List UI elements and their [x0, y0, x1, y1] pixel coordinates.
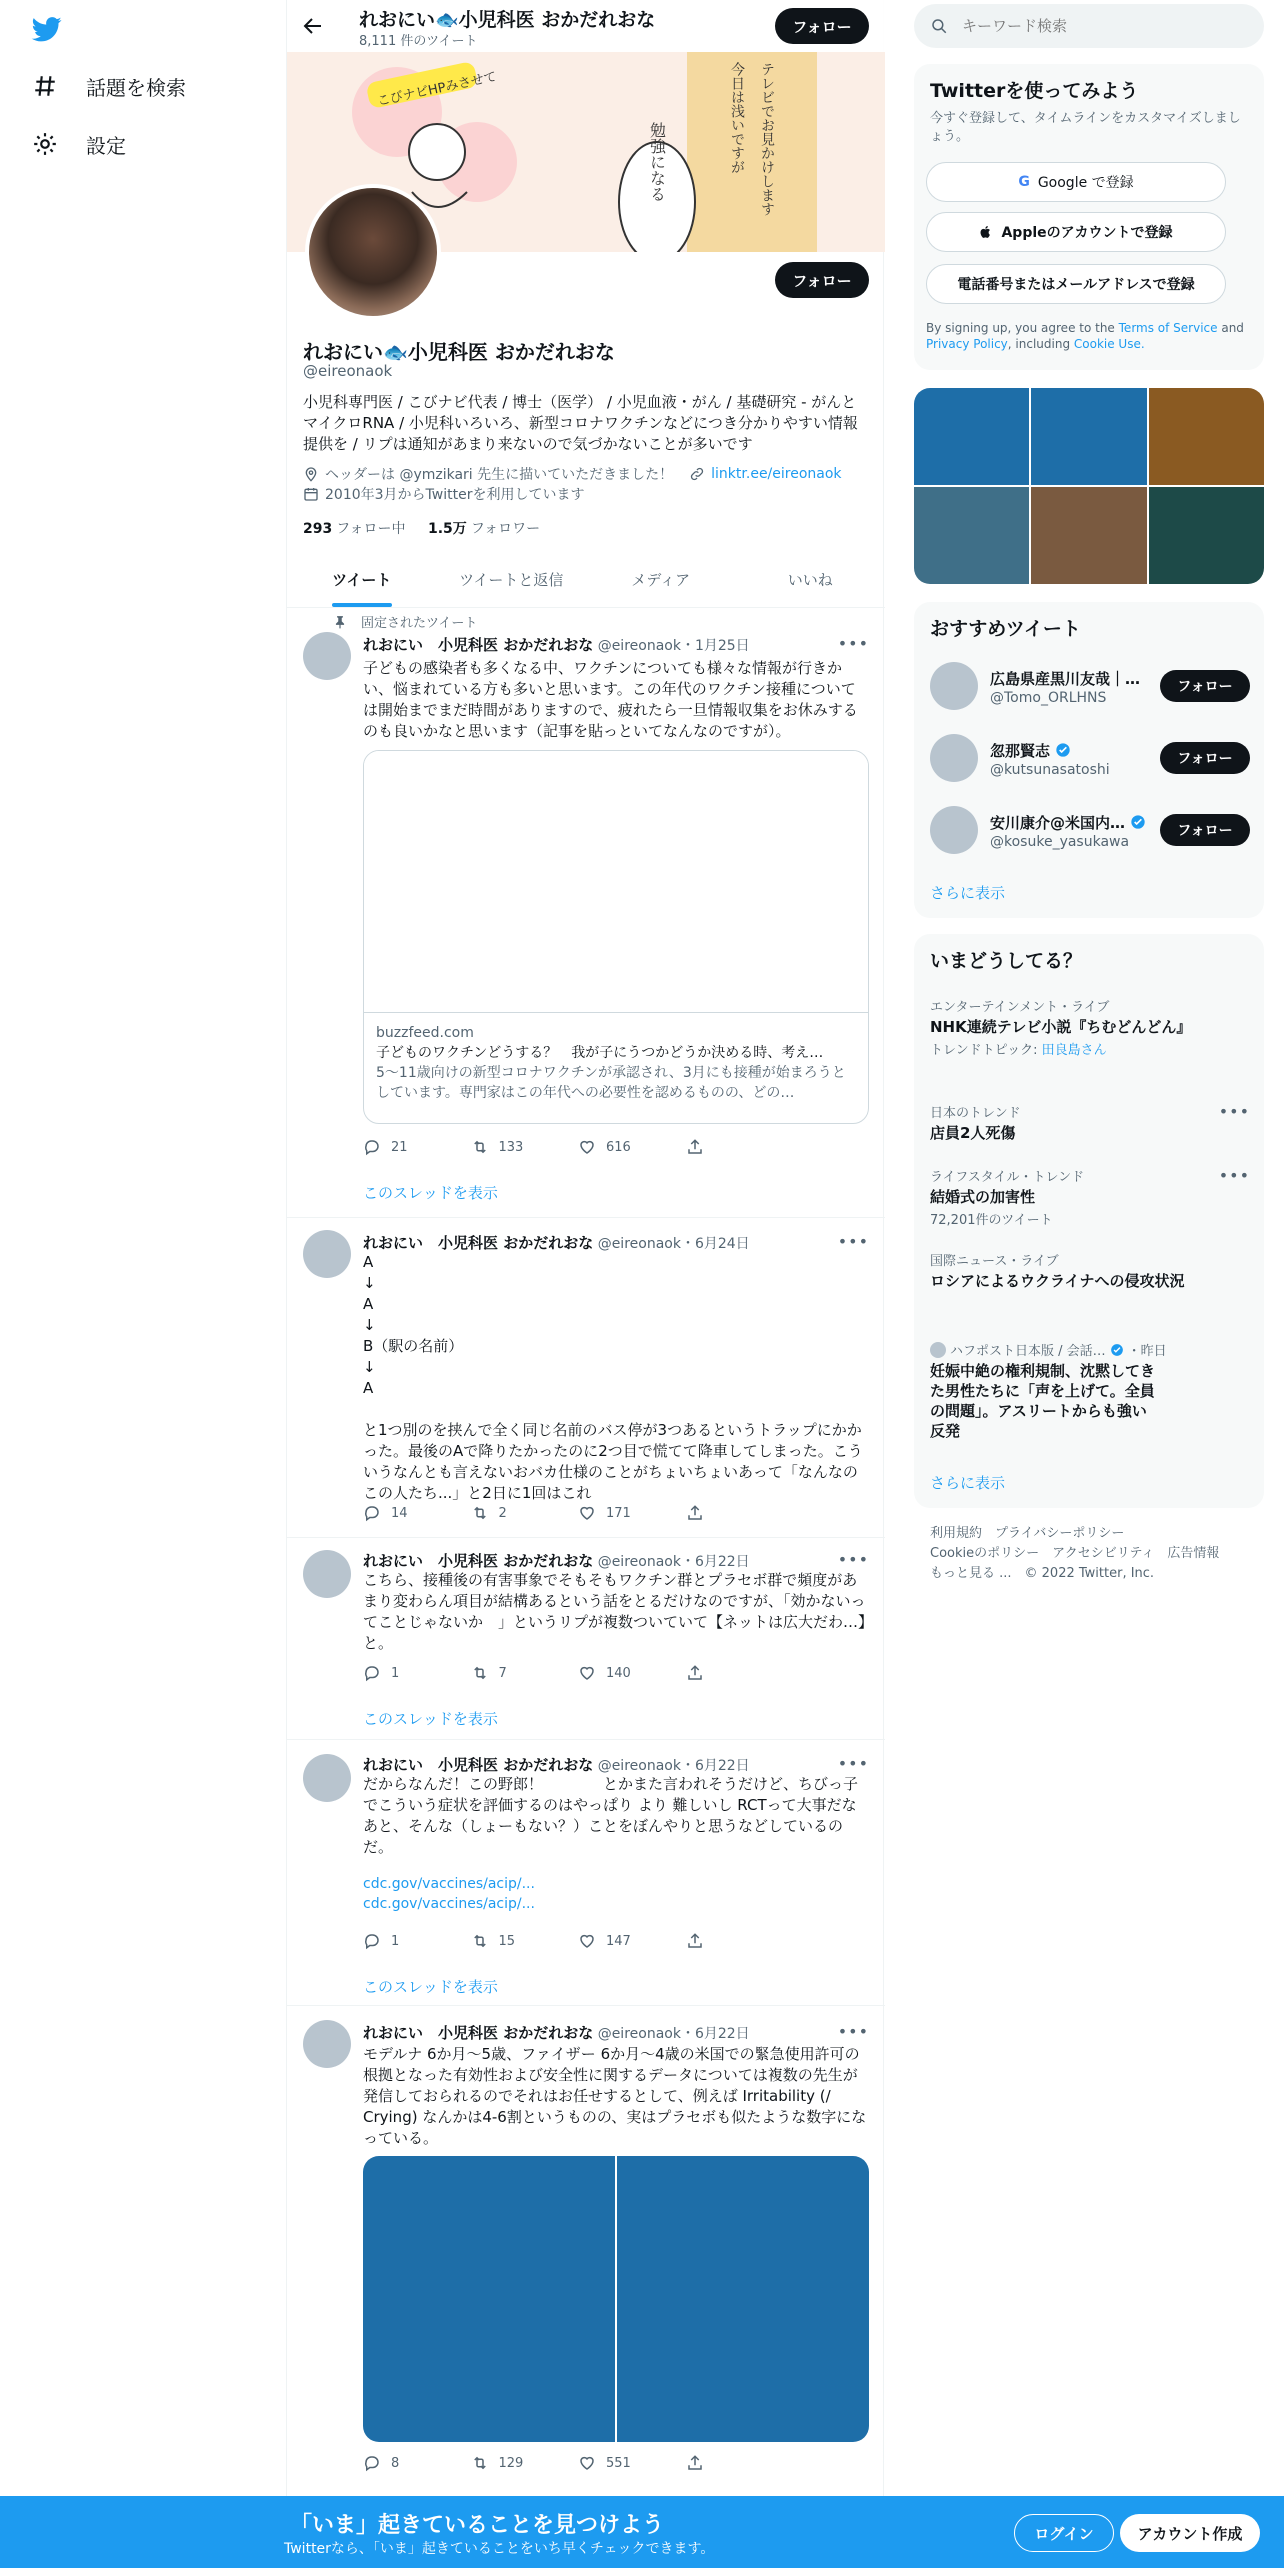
like-button[interactable]	[578, 1138, 686, 1156]
tab-tweets-replies[interactable]: ツイートと返信	[459, 571, 564, 589]
tweet-media[interactable]	[363, 2156, 869, 2442]
like-button[interactable]	[578, 1664, 686, 1682]
tweet-date[interactable]: 1月25日	[694, 638, 750, 654]
more-options-icon[interactable]: •••	[837, 1754, 869, 1773]
like-button[interactable]	[578, 1504, 686, 1522]
bottom-bar-title: 「いま」起きていることを見つけよう	[290, 2513, 665, 2538]
terms-notice	[926, 320, 1256, 352]
retweet-icon	[471, 1504, 489, 1522]
trend-title: 妊娠中絶の権利規制、沈黙してきた男性たちに「声を上げて。全員の問題」。アスリートからも強い反発	[930, 1362, 1156, 1440]
share-button[interactable]	[686, 1504, 794, 1522]
retweet-button[interactable]	[471, 1504, 579, 1522]
recommendation-avatar[interactable]	[930, 662, 978, 710]
following-link[interactable]	[303, 521, 406, 537]
signup-panel	[914, 64, 1264, 370]
tweet-date[interactable]: 6月22日	[694, 1554, 750, 1570]
retweet-icon	[471, 1664, 489, 1682]
profile-handle: @eireonaok	[303, 362, 393, 380]
recommendations-show-more[interactable]: さらに表示	[930, 884, 1006, 902]
signup-subtitle: 今すぐ登録して、タイムラインをカスタマイズしましょう。	[930, 111, 1241, 144]
reply-icon	[363, 1504, 381, 1522]
reply-button[interactable]	[363, 2454, 471, 2472]
reply-icon	[363, 2454, 381, 2472]
header-profile-name: れおにい🐟小児科医 おかだれおな	[359, 9, 656, 31]
following-count: 293	[303, 521, 333, 537]
trend-topic-link[interactable]: 田良島さん	[1041, 1043, 1107, 1058]
terms-link[interactable]: Terms of Service	[1118, 321, 1218, 335]
trend-title: 店員2人死傷	[930, 1124, 1016, 1142]
source-avatar	[930, 1342, 946, 1358]
tweet-actions	[363, 1138, 793, 1156]
footer-links	[930, 1524, 1250, 1584]
more-options-icon[interactable]: •••	[837, 634, 869, 653]
location-pin-icon	[303, 466, 319, 482]
trends-show-more[interactable]: さらに表示	[930, 1474, 1006, 1492]
footer-line-2[interactable]: Cookieのポリシー アクセシビリティ 広告情報	[930, 1546, 1220, 1561]
footer-line-3[interactable]: もっと見る ... © 2022 Twitter, Inc.	[930, 1566, 1155, 1581]
retweet-count: 129	[498, 2455, 524, 2471]
card-description: 5〜11歳向けの新型コロナワクチンが承認され、3月にも接種が始まろうとしています。専門家はこの年代への必要性を認めるものの、どの…	[376, 1065, 846, 1101]
retweet-button[interactable]	[471, 1664, 579, 1682]
tweet-avatar[interactable]	[303, 2020, 351, 2068]
verified-badge-icon	[1055, 742, 1071, 758]
profile-header-bar	[287, 0, 885, 52]
tweet-actions	[363, 2454, 793, 2472]
show-thread-link[interactable]: このスレッドを表示	[363, 1710, 498, 1728]
media-thumb[interactable]	[1149, 388, 1264, 485]
trend-item[interactable]	[930, 996, 1250, 1058]
reply-count: 8	[391, 2455, 400, 2471]
more-options-icon[interactable]: •••	[837, 1550, 869, 1569]
share-icon	[686, 1504, 704, 1522]
recommendation-follow-button[interactable]: フォロー	[1160, 742, 1250, 774]
google-signup-label: Google で登録	[1037, 175, 1134, 191]
banner-text-3: 勉強になる	[647, 122, 667, 202]
share-icon	[686, 1664, 704, 1682]
like-count: 140	[606, 1665, 631, 1681]
phone-email-signup-button[interactable]: 電話番号またはメールアドレスで登録	[926, 264, 1226, 304]
trend-title: NHK連続テレビ小説『ちむどんどん』	[930, 1018, 1192, 1036]
recommendation-name[interactable]: 広島県産黒川友哉｜…	[990, 670, 1141, 688]
recommendation-name-text: 安川康介@米国内…	[990, 814, 1126, 832]
login-button[interactable]: ログイン	[1014, 2514, 1114, 2552]
media-grid	[914, 388, 1264, 584]
like-count: 171	[606, 1505, 631, 1521]
tweet-date[interactable]: 6月24日	[694, 1236, 750, 1252]
tweet-header: れおにい 小児科医 おかだれおな @eireonaok・6月22日	[363, 1552, 750, 1570]
like-count: 147	[606, 1933, 631, 1949]
show-thread-link[interactable]: このスレッドを表示	[363, 1184, 498, 1202]
banner-text-1: 今日は浅いですが	[729, 62, 745, 174]
tweet-avatar[interactable]	[303, 1230, 351, 1278]
tweet-avatar[interactable]	[303, 1550, 351, 1598]
follow-counts	[303, 518, 540, 538]
media-thumb[interactable]	[1149, 487, 1264, 584]
heart-icon	[578, 1504, 596, 1522]
card-title: 子どものワクチンどうする？ 我が子にうつかどうか決める時、考え…	[376, 1045, 824, 1061]
trend-item[interactable]	[930, 1102, 1250, 1143]
followers-label: フォロワー	[470, 521, 541, 537]
apple-signup-button[interactable]	[926, 212, 1226, 252]
main-column	[286, 0, 884, 2568]
calendar-icon	[303, 486, 319, 502]
tweet-handle[interactable]: @eireonaok	[597, 1758, 681, 1774]
trend-date: ・昨日	[1127, 1344, 1167, 1359]
share-icon	[686, 1138, 704, 1156]
link-icon	[689, 466, 705, 482]
tweet-actions	[363, 1504, 793, 1522]
verified-badge-icon	[1110, 1343, 1124, 1357]
tweet[interactable]	[287, 1538, 885, 1740]
heart-icon	[578, 1138, 596, 1156]
banner-text-4: こびナビHPみさせて	[376, 69, 499, 110]
tweet-author[interactable]: れおにい 小児科医 おかだれおな	[363, 1234, 594, 1252]
tweet-header: れおにい 小児科医 おかだれおな @eireonaok・1月25日	[363, 636, 750, 654]
tab-likes[interactable]: いいね	[787, 571, 833, 589]
like-count: 616	[606, 1139, 631, 1155]
retweet-count: 2	[498, 1505, 507, 1521]
show-thread-link[interactable]: このスレッドを表示	[363, 1978, 498, 1996]
profile-name: れおにい🐟小児科医 おかだれおな	[303, 340, 615, 364]
profile-joined: 2010年3月からTwitterを利用しています	[325, 487, 585, 503]
cookie-link[interactable]: Cookie Use.	[1073, 337, 1145, 351]
tweet-actions	[363, 1932, 793, 1950]
retweet-button[interactable]	[471, 1138, 579, 1156]
terms-and: and	[1217, 321, 1244, 335]
tweet-handle[interactable]: @eireonaok	[597, 2026, 681, 2042]
signup-button[interactable]: アカウント作成	[1120, 2514, 1260, 2552]
back-arrow-icon[interactable]	[301, 14, 325, 38]
recommendation-item[interactable]	[930, 802, 1250, 858]
trend-item[interactable]	[930, 1340, 1250, 1441]
terms-prefix: By signing up, you agree to the	[926, 321, 1119, 335]
header-follow-button[interactable]: フォロー	[775, 8, 869, 44]
trend-category: エンターテインメント・ライブ	[930, 1000, 1110, 1015]
trends-title: いまどうしてる？	[930, 950, 1083, 972]
card-domain: buzzfeed.com	[376, 1025, 474, 1041]
google-signup-button[interactable]	[926, 162, 1226, 202]
media-thumb[interactable]	[1031, 487, 1146, 584]
media-image-2[interactable]	[617, 2156, 869, 2442]
share-icon	[686, 2454, 704, 2472]
retweet-icon	[471, 1138, 489, 1156]
reply-icon	[363, 1664, 381, 1682]
share-button[interactable]	[686, 1932, 794, 1950]
signup-title: Twitterを使ってみよう	[930, 80, 1139, 102]
profile-link[interactable]: linktr.ee/eireonaok	[711, 466, 842, 482]
profile-tabs	[287, 552, 885, 608]
trend-source-name: ハフポスト日本版 / 会話…	[950, 1344, 1106, 1359]
tweet-avatar[interactable]	[303, 632, 351, 680]
trend-category: 国際ニュース・ライブ	[930, 1254, 1059, 1269]
tweet-avatar[interactable]	[303, 1754, 351, 1802]
share-icon	[686, 1932, 704, 1950]
tweet-handle[interactable]: @eireonaok	[597, 1554, 681, 1570]
reply-count: 1	[391, 1665, 400, 1681]
heart-icon	[578, 2454, 596, 2472]
retweet-icon	[471, 2454, 489, 2472]
nav-settings-label: 設定	[86, 133, 126, 158]
twitter-logo-icon[interactable]	[30, 14, 64, 44]
recommendation-handle[interactable]: @Tomo_ORLHNS	[990, 690, 1107, 706]
recommendation-handle[interactable]: @kutsunasatoshi	[990, 762, 1110, 778]
tweet-text: だからなんだ！この野郎！ とかまた言われそうだけど、ちびっ子でこういう症状を評価するのはやっぱり より 難しいし RCTって大事だなあと、そんな（しょーもない？）ことをぼんやりと思うなどしているのだ。	[363, 1775, 859, 1856]
share-button[interactable]	[686, 1664, 794, 1682]
search-icon	[930, 17, 948, 35]
reply-button[interactable]	[363, 1504, 471, 1522]
profile-meta-row	[303, 464, 842, 484]
nav-settings[interactable]	[32, 124, 126, 164]
tweet-header: れおにい 小児科医 おかだれおな @eireonaok・6月22日	[363, 1756, 750, 1774]
reply-count: 1	[391, 1933, 400, 1949]
gear-icon	[32, 131, 58, 157]
tweet-link-1[interactable]: cdc.gov/vaccines/acip/...	[363, 1876, 535, 1892]
followers-count: 1.5万	[428, 521, 467, 537]
recommendation-name[interactable]	[990, 740, 1071, 761]
tweet-actions	[363, 1664, 793, 1682]
heart-icon	[578, 1664, 596, 1682]
apple-logo-icon	[979, 224, 993, 240]
trend-category: ライフスタイル・トレンド	[930, 1170, 1085, 1185]
nav-explore-label: 話題を検索	[86, 75, 186, 100]
profile-joined-row	[303, 484, 584, 504]
google-logo-icon: G	[1018, 174, 1030, 190]
retweet-count: 15	[498, 1933, 516, 1949]
bottom-bar-subtitle: Twitterなら、「いま」起きていることをいち早くチェックできます。	[284, 2541, 715, 2557]
privacy-link[interactable]: Privacy Policy	[926, 337, 1008, 351]
tweet-date[interactable]: 6月22日	[694, 1758, 750, 1774]
banner-text-2: テレビでお見かけします	[759, 62, 775, 216]
like-button[interactable]	[578, 2454, 686, 2472]
media-thumb[interactable]	[1031, 388, 1146, 485]
pinned-label: 固定されたツイート	[361, 616, 478, 631]
reply-icon	[363, 1932, 381, 1950]
recommendation-handle[interactable]: @kosuke_yasukawa	[990, 834, 1130, 850]
hashtag-icon	[32, 73, 58, 99]
tweet-text: こちら、接種後の有害事象でそもそもワクチン群とプラセボ群で頻度があまり変わらん項目が結構あるという話をとるだけなのですが、「効かないってことじゃないか 」というリプが複数ついていて【ネットは広大だわ…】と。	[363, 1571, 866, 1652]
apple-signup-label: Appleのアカウントで登録	[1001, 225, 1173, 241]
retweet-button[interactable]	[471, 1932, 579, 1950]
recommendation-name[interactable]	[990, 812, 1146, 833]
share-button[interactable]	[686, 1138, 794, 1156]
trend-more-icon[interactable]: •••	[1218, 1102, 1250, 1121]
tweet-author[interactable]: れおにい 小児科医 おかだれおな	[363, 1552, 594, 1570]
recommendation-name-text: 忽那賢志	[990, 742, 1051, 760]
recommendations-panel	[914, 602, 1264, 918]
trend-tweet-count: 72,201件のツイート	[930, 1213, 1053, 1228]
recommendation-item[interactable]	[930, 730, 1250, 786]
recommendation-follow-button[interactable]: フォロー	[1160, 814, 1250, 846]
terms-including: , including	[1007, 337, 1074, 351]
tweet-author[interactable]: れおにい 小児科医 おかだれおな	[363, 1756, 594, 1774]
like-count: 551	[606, 2455, 631, 2471]
recommendation-avatar[interactable]	[930, 806, 978, 854]
tweet-handle[interactable]: @eireonaok	[597, 638, 681, 654]
profile-location: ヘッダーは @ymzikari 先生に描いていただきました！	[325, 467, 674, 483]
tweet-link-2[interactable]: cdc.gov/vaccines/acip/...	[363, 1896, 535, 1912]
tweet[interactable]	[287, 1218, 885, 1538]
trend-more-icon[interactable]: •••	[1218, 1166, 1250, 1185]
heart-icon	[578, 1932, 596, 1950]
reply-button[interactable]	[363, 1138, 471, 1156]
card-image	[364, 751, 868, 1013]
trend-item[interactable]	[930, 1166, 1250, 1228]
retweet-count: 7	[498, 1665, 507, 1681]
nav-explore[interactable]	[32, 66, 186, 106]
reply-icon	[363, 1138, 381, 1156]
reply-button[interactable]	[363, 1932, 471, 1950]
trends-panel	[914, 934, 1264, 1508]
tweet-author[interactable]: れおにい 小児科医 おかだれおな	[363, 636, 594, 654]
retweet-button[interactable]	[471, 2454, 579, 2472]
tab-tweets[interactable]: ツイート	[287, 552, 437, 607]
reply-button[interactable]	[363, 1664, 471, 1682]
reply-count: 14	[391, 1505, 408, 1521]
tweet-header: れおにい 小児科医 おかだれおな @eireonaok・6月22日	[363, 2024, 750, 2042]
tweet-date[interactable]: 6月22日	[694, 2026, 750, 2042]
profile-avatar[interactable]	[305, 184, 441, 320]
trend-title: ロシアによるウクライナへの侵攻状況	[930, 1272, 1185, 1290]
trend-subtitle	[930, 1039, 1250, 1058]
profile-bio: 小児科専門医 / こびナビ代表 / 博士（医学） / 小児血液・がん / 基礎研究 - がんとマイクロRNA / 小児科いろいろ、新型コロナワクチンなどにつき分かりやすい情報提供を / リプは通知があまり来ないので気づかないことが多いです	[303, 393, 858, 453]
following-label: フォロー中	[336, 521, 406, 537]
like-button[interactable]	[578, 1932, 686, 1950]
trend-title: 結婚式の加害性	[930, 1188, 1036, 1206]
tab-media[interactable]: メディア	[631, 571, 691, 589]
media-thumb[interactable]	[914, 487, 1029, 584]
tweet-text: モデルナ 6か月〜5歳、ファイザー 6か月〜4歳の米国での緊急使用許可の根拠となった有効性および安全性に関するデータについては複数の先生が発信しておられるのでそれはお任せするとして、例えば Irritability (/ Crying) なんかは4-6割というものの、実はプラセボも似たような数字になっている。	[363, 2045, 867, 2147]
header-tweet-count: 8,111 件のツイート	[359, 34, 478, 49]
retweet-icon	[471, 1932, 489, 1950]
media-thumb[interactable]	[914, 388, 1029, 485]
recommendation-item[interactable]	[930, 658, 1250, 714]
tweet[interactable]	[287, 1740, 885, 2006]
retweet-count: 133	[498, 1139, 524, 1155]
trend-category: 日本のトレンド	[930, 1106, 1021, 1121]
recommendations-title: おすすめツイート	[930, 618, 1081, 640]
trend-source	[930, 1340, 1250, 1359]
recommendation-follow-button[interactable]: フォロー	[1160, 670, 1250, 702]
card-body	[364, 1013, 868, 1113]
trend-subtitle-prefix: トレンドトピック:	[930, 1043, 1042, 1058]
trend-item[interactable]	[930, 1250, 1250, 1291]
share-button[interactable]	[686, 2454, 794, 2472]
profile-follow-button[interactable]: フォロー	[775, 262, 869, 298]
tweet-text: 子どもの感染者も多くなる中、ワクチンについても様々な情報が行きかい、悩まれている方も多いと思います。この年代のワクチン接種については開始までまだ時間がありますので、疲れたら一旦情報収集をお休みするのも良いかなと思います（記事を貼っといてなんなのですが）。	[363, 659, 858, 740]
followers-link[interactable]	[428, 521, 540, 537]
left-nav	[0, 0, 284, 2568]
link-card[interactable]	[363, 750, 869, 1124]
tweet-header: れおにい 小児科医 おかだれおな @eireonaok・6月24日	[363, 1234, 750, 1252]
bottom-signup-bar	[0, 2496, 1284, 2568]
more-options-icon[interactable]: •••	[837, 1232, 869, 1251]
reply-count: 21	[391, 1139, 408, 1155]
recommendation-avatar[interactable]	[930, 734, 978, 782]
tweet-author[interactable]: れおにい 小児科医 おかだれおな	[363, 2024, 594, 2042]
search-input[interactable]	[962, 17, 1222, 35]
footer-line-1[interactable]: 利用規約 プライバシーポリシー	[930, 1526, 1125, 1541]
search-box[interactable]	[914, 4, 1264, 48]
more-options-icon[interactable]: •••	[837, 2022, 869, 2041]
verified-badge-icon	[1130, 814, 1146, 830]
media-image-1[interactable]	[363, 2156, 615, 2442]
tweet-text: A ↓ A ↓ B（駅の名前） ↓ A と1つ別のを挟んで全く同じ名前のバス停が3つあるというトラップにかかった。最後のAで降りたかったのに2つ目で慌てて降車してしまった。こういうなんとも言えないおバカ仕様のことがちょいちょいあって「なんなのこの人たち...」と2日に1回はこれ	[363, 1253, 863, 1502]
tweet-handle[interactable]: @eireonaok	[597, 1236, 681, 1252]
